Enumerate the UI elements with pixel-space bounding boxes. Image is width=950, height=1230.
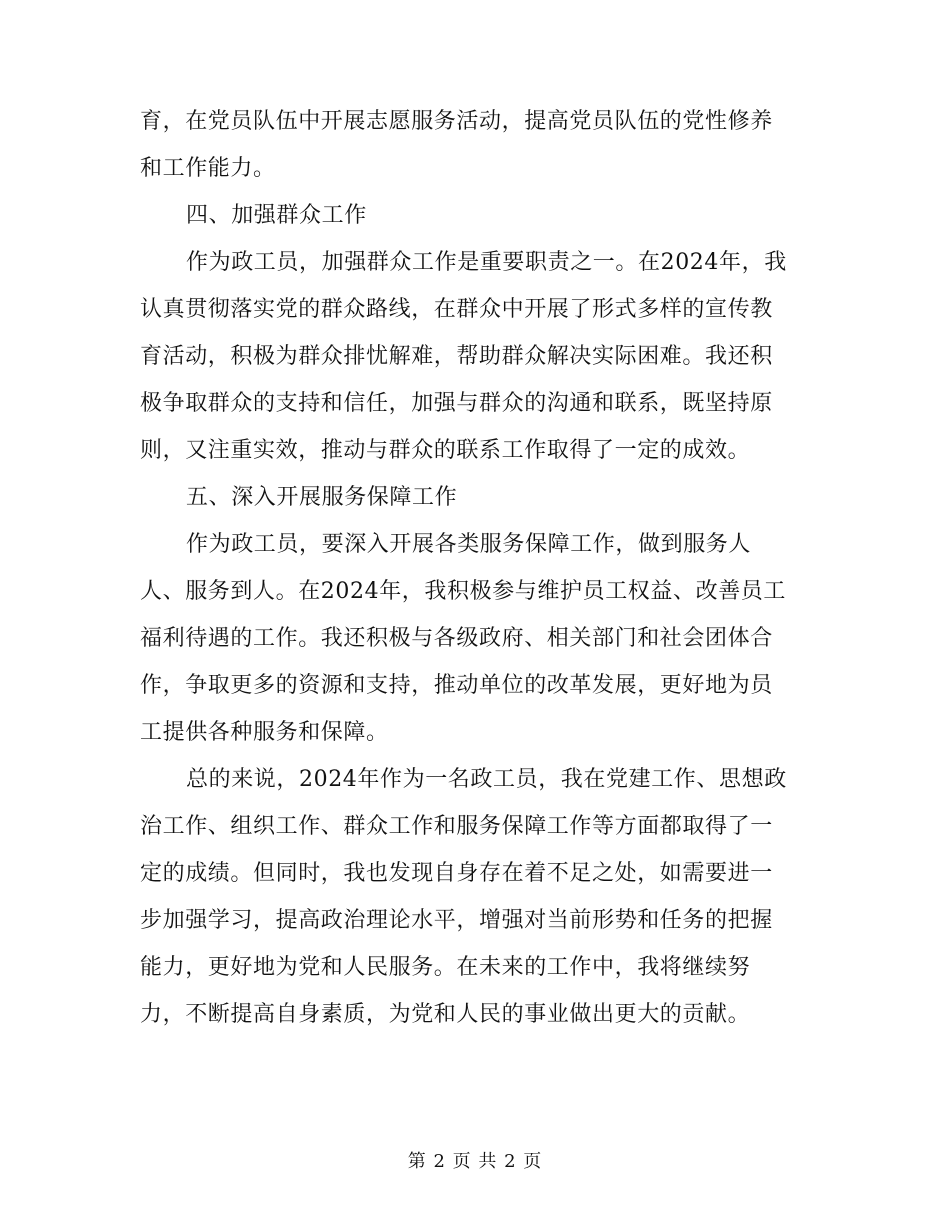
text-line: 定的成绩。但同时，我也发现自身存在着不足之处，如需要进一 [140,861,773,886]
text-line: 和工作能力。 [140,156,276,181]
section-heading: 四、加强群众工作 [186,203,367,228]
document-body [140,98,810,1038]
text-line: 步加强学习，提高政治理论水平，增强对当前形势和任务的把握 [140,908,773,933]
text-line: 极争取群众的支持和信任，加强与群众的沟通和联系，既坚持原 [140,391,773,416]
text-line: 作为政工员，加强群众工作是重要职责之一。在2024年，我 [186,250,787,275]
page-number-footer: 第 2 页 共 2 页 [407,1151,543,1172]
text-line: 人、服务到人。在2024年，我积极参与维护员工权益、改善员工 [140,579,786,604]
text-line: 作，争取更多的资源和支持，推动单位的改革发展，更好地为员 [140,673,773,698]
text-line: 工提供各种服务和保障。 [140,720,389,745]
text-line: 治工作、组织工作、群众工作和服务保障工作等方面都取得了一 [140,814,773,839]
text-line: 力，不断提高自身素质，为党和人民的事业做出更大的贡献。 [140,1002,751,1027]
text-line: 福利待遇的工作。我还积极与各级政府、相关部门和社会团体合 [140,626,773,651]
text-line: 能力，更好地为党和人民服务。在未来的工作中，我将继续努 [140,955,751,980]
text-line: 作为政工员，要深入开展各类服务保障工作，做到服务人 [186,532,752,557]
text-line: 育，在党员队伍中开展志愿服务活动，提高党员队伍的党性修养 [140,109,773,134]
text-line: 育活动，积极为群众排忧解难，帮助群众解决实际困难。我还积 [140,344,773,369]
section-heading: 五、深入开展服务保障工作 [186,485,458,510]
text-line: 则，又注重实效，推动与群众的联系工作取得了一定的成效。 [140,438,751,463]
text-line: 总的来说，2024年作为一名政工员，我在党建工作、思想政 [186,767,787,792]
text-line: 认真贯彻落实党的群众路线，在群众中开展了形式多样的宣传教 [140,297,773,322]
